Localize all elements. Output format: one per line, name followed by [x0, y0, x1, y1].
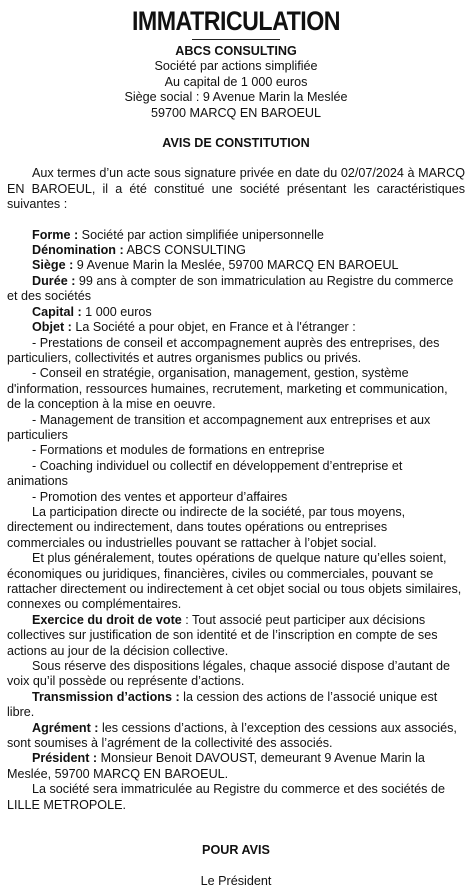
company-capital: Au capital de 1 000 euros [164, 74, 308, 89]
general-paragraph: Et plus généralement, toutes opérations de quelque nature qu’elles soient, économiques ou juridiques, financières, civiles ou commerciales, pouvant se rattacher directement ou indirectement à cet objet social ou tous objets similaires, connexes ou complémentaires. [7, 551, 462, 612]
agrement-paragraph [7, 721, 465, 752]
objet-label: Objet : [32, 320, 72, 335]
page-title: IMMATRICULATION [131, 6, 341, 36]
duree-label: Durée : [32, 273, 76, 288]
capital-value: 1 000 euros [81, 304, 152, 319]
vote-label: Exercice du droit de vote [32, 612, 182, 627]
forme-label: Forme : [32, 227, 79, 242]
intro-paragraph: Aux termes d’un acte sous signature privée en date du 02/07/2024 à MARCQ EN BAROEUL, il a été constitué une société présentant les caractéristiques suivantes : [7, 166, 465, 212]
field-siege [7, 258, 465, 273]
transmission-label: Transmission d’actions : [32, 689, 180, 704]
agrement-value: les cessions d’actions, à l’exception des cessions aux associés, sont soumises à l’agrément de la collectivité des associés. [7, 720, 457, 751]
capital-label: Capital : [32, 304, 82, 319]
transmission-paragraph [7, 690, 465, 721]
objet-item: - Conseil en stratégie, organisation, management, gestion, système d'information, ressources humaines, recrutement, marketing et communication, de la conception à la mise en oeuvre. [7, 366, 448, 412]
title-divider [192, 39, 280, 40]
denomination-value: ABCS CONSULTING [123, 243, 246, 258]
field-objet [7, 320, 465, 335]
field-duree [7, 274, 465, 305]
field-denomination [7, 243, 465, 258]
company-city: 59700 MARCQ EN BAROEUL [150, 105, 322, 120]
field-forme [7, 228, 465, 243]
company-seat: Siège social : 9 Avenue Marin la Meslée [124, 90, 348, 105]
objet-item: - Prestations de conseil et accompagnement auprès des entreprises, des particuliers, collectivités et autres organismes publics ou privés. [7, 335, 440, 365]
objet-item: - Formations et modules de formations en entreprise [32, 443, 325, 458]
siege-value: 9 Avenue Marin la Meslée, 59700 MARCQ EN BAROEUL [73, 258, 399, 273]
denomination-label: Dénomination : [32, 243, 124, 258]
vote-value: : Tout associé peut participer aux décisions collectives sur justification de son identité et de l’inscription en compte de ses actions au jour de la décision collective. [7, 612, 438, 658]
company-form: Société par actions simplifiée [154, 59, 318, 74]
vote-paragraph [7, 613, 465, 659]
president-paragraph [7, 751, 465, 782]
objet-item: - Coaching individuel ou collectif en développement d’entreprise et animations [7, 458, 403, 489]
president-value: Monsieur Benoit DAVOUST, demeurant 9 Avenue Marin la Meslée, 59700 MARCQ EN BAROEUL. [7, 751, 425, 781]
transmission-value: la cession des actions de l’associé unique est libre. [7, 689, 438, 720]
forme-value: Société par action simplifiée unipersonnelle [78, 227, 324, 242]
duree-value: 99 ans à compter de son immatriculation au Registre du commerce et des sociétés [7, 273, 454, 304]
voix-paragraph: Sous réserve des dispositions légales, chaque associé dispose d’autant de voix qu’il possède ou représente d’actions. [7, 659, 450, 689]
objet-item: - Promotion des ventes et apporteur d’affaires [32, 489, 288, 504]
field-capital [7, 305, 465, 320]
objet-item: - Management de transition et accompagnement aux entreprises et aux particuliers [7, 412, 431, 442]
company-name: ABCS CONSULTING [175, 44, 297, 58]
pour-avis: POUR AVIS [202, 843, 270, 858]
signatory: Le Président [200, 873, 272, 888]
notice-title: AVIS DE CONSTITUTION [162, 136, 310, 151]
agrement-label: Agrément : [32, 720, 99, 735]
participation-paragraph: La participation directe ou indirecte de la société, par tous moyens, directement ou indirectement, dans toutes opérations ou entreprises commerciales ou industrielles pouvant se rattacher à l’objet social. [7, 504, 406, 550]
registre-paragraph: La société sera immatriculée au Registre du commerce et des sociétés de LILLE METROPOLE. [7, 782, 445, 812]
objet-value: La Société a pour objet, en France et à l'étranger : [71, 320, 356, 335]
siege-label: Siège : [32, 258, 74, 273]
president-label: Président : [32, 751, 98, 766]
